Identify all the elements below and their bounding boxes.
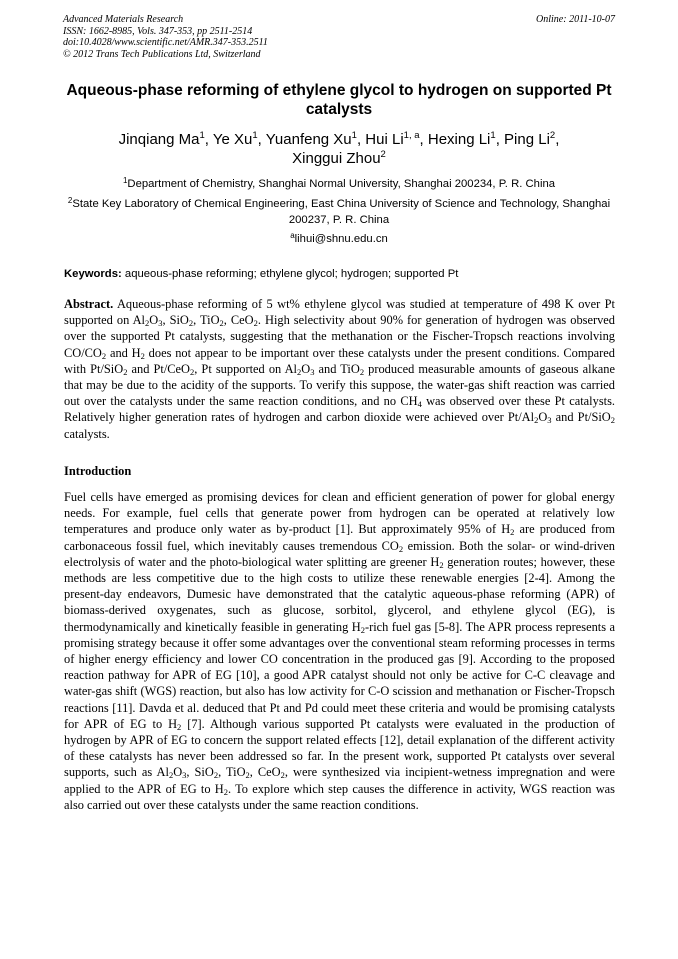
author-separator: , [555,131,560,148]
author [428,131,504,148]
email-mark: a [290,231,295,240]
affiliation-text: State Key Laboratory of Chemical Engineering, East China University of Science and Technology, Shanghai 200237, P. R. China [72,198,611,226]
author [266,131,366,148]
affiliation-text: Department of Chemistry, Shanghai Normal University, Shanghai 200234, P. R. China [127,178,556,190]
affiliation-mark: 2 [67,196,73,205]
author-name: Ye Xu [212,131,253,148]
introduction-paragraph: Fuel cells have emerged as promising devices for clean and efficient generation of power for global energy needs. For example, fuel cells that generate power from hydrogen can be operated at relatively low temperatures and produce only water as by-product [1]. But approximately 95% of $H_2$ are produced from carbonaceous fossil fuel, which inevitably causes tremendous $CO_2$ emission. Both the solar- or wind-driven electrolysis of water and the photo-biological water splitting are greener $H_2$ generation routes; however, these methods are less competitive due to the high costs to utilize these renewable energies [2-4]. Among the present-day endeavors, Dumesic have demonstrated that the catalytic aqueous-phase reforming (APR) of biomass-derived oxygenates, such as glucose, sorbitol, glycerol, and ethylene glycol (EG), is thermodynamically and kinetically feasible in generating $H_2$-rich fuel gas [5-8]. The APR process represents a promising strategy because it offer some advantages over the conventional steam reforming processes in terms of higher energy efficiency and lower CO concentration in the produced gas [9]. According to the proposed reaction pathway for APR of EG [10], a good APR catalyst should not only be active for C-C cleavage and water-gas shift (WGS) reaction, but also has low activity for C-O scission and methanation or Fischer-Tropsch reactions [11]. Davda et al. deduced that Pt and Pd could meet these criteria and would be promising catalysts for APR of EG to $H_2$ [7]. Although various supported Pt catalysts were evaluated in the production of hydrogen by APR of EG to concern the support related effects [12], detail explanation of the different activity of these catalysts has never been addressed so far. In the present work, supported Pt catalysts over several supports, such as $Al_2O_3$, SiO$_2$, TiO$_2$, CeO$_2$, were synthesized via incipient-wetness impregnation and were applied to the APR of EG to $H_2$. To explore which step causes the difference in activity, WGS reaction was also carried out over these catalysts under the same reaction conditions. [64,490,616,812]
author-name: Yuanfeng Xu [265,131,352,148]
author [213,131,266,148]
paper-title: Aqueous-phase reforming of ethylene glycol to hydrogen on supported Pt catalysts [66,82,612,118]
author-separator: , [257,131,266,148]
journal-header [63,14,615,60]
online-date: Online: 2011-10-07 [536,14,615,25]
author-name: Jinqiang Ma [118,131,200,148]
keywords-label: Keywords: [64,268,122,280]
author-affiliation-mark: 1, a [403,130,420,141]
abstract-paragraph [64,296,615,442]
author-separator: , [204,131,213,148]
author-affiliation-mark: 1 [199,130,205,141]
keywords [64,266,616,282]
journal-doi: doi:10.4028/www.scientific.net/AMR.347-353.2511 [63,37,268,48]
author-list [60,130,618,168]
keywords-text: aqueous-phase reforming; ethylene glycol; hydrogen; supported Pt [124,268,459,280]
journal-name: Advanced Materials Research [63,14,184,25]
author-name: Xinggui Zhou [292,150,381,167]
author-separator: , [419,131,428,148]
author [365,131,428,148]
journal-copyright: © 2012 Trans Tech Publications Ltd, Switzerland [63,48,261,60]
abstract-text: Aqueous-phase reforming of 5 wt% ethylene glycol was studied at temperature of 498 K over Pt supported on $Al_2O_3$, SiO$_2$, TiO$_2$, CeO$_2$. High selectivity about 90% for generation of hydrogen was observed over the supported Pt catalysts, suggesting that the methanation or the Fischer-Tropsch reactions involving $CO/CO_2$ and $H_2$ does not appear to be important over these catalysts under the present conditions. Compared with Pt/SiO$_2$ and Pt/CeO$_2$, Pt supported on $Al_2O_3$ and TiO$_2$ produced measurable amounts of gaseous alkane that may be due to the acidity of the supports. To verify this suppose, the water-gas shift reaction was carried out over the catalysts under the same reaction conditions, and no $CH_4$ was observed over these Pt catalysts. Relatively higher generation rates of hydrogen and carbon dioxide were achieved over $Pt/Al_2O_3$ and Pt/SiO$_2$ catalysts. [64,297,616,441]
affiliation-mark: 1 [122,176,128,185]
affiliation-1 [60,176,618,192]
affiliation-2 [60,196,618,228]
author-affiliation-mark: 1 [490,130,496,141]
author-name: Hexing Li [427,131,491,148]
abstract-label: Abstract. [64,297,114,311]
author-affiliation-mark: 1 [252,130,258,141]
email-address[interactable]: lihui@shnu.edu.cn [294,233,388,245]
author-separator: , [356,131,366,148]
author-affiliation-mark: 1 [351,130,357,141]
introduction-heading: Introduction [64,464,132,478]
author [119,131,213,148]
author-name: Hui Li [365,131,404,148]
author [504,131,559,148]
author-separator: , [495,131,505,148]
journal-issn: ISSN: 1662-8985, Vols. 347-353, pp 2511-2514 [63,25,253,37]
author-name: Ping Li [504,131,550,148]
author-affiliation-mark: 2 [380,149,386,160]
author [292,150,386,167]
author-affiliation-mark: 2 [549,130,556,141]
corresponding-email [60,231,618,247]
